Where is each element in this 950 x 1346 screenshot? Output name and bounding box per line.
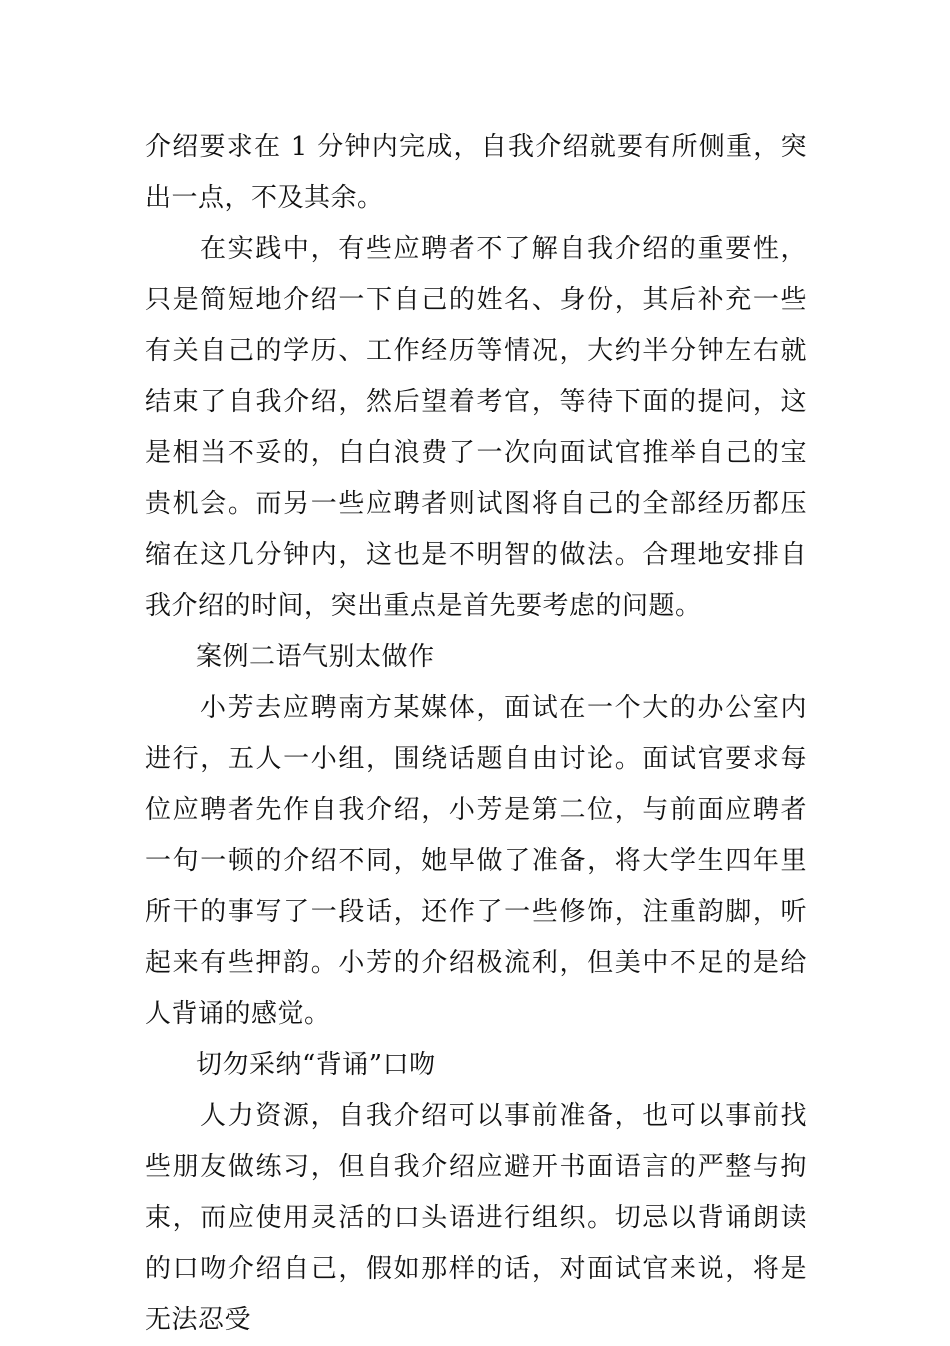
paragraph-continuation: 介绍要求在 1 分钟内完成，自我介绍就要有所侧重，突出一点，不及其余。 (145, 132, 807, 213)
case-two-heading: 案例二语气别太做作 (196, 642, 435, 672)
paragraph-practice: 在实践中，有些应聘者不了解自我介绍的重要性，只是简短地介绍一下自己的姓名、身份，其后补充一些有关自己的学历、工作经历等情况，大约半分钟左右就结束了自我介绍，然后望着考官，等待下面的提问，这是相当不妥的，白白浪费了一次向面试官推举自己的宝贵机会。而另一些应聘者则试图将自己的全部经历都压缩在这几分钟内，这也是不明智的做法。合理地安排自我介绍的时间，突出重点是首先要考虑的问题。 (145, 234, 807, 621)
no-recitation-heading: 切勿采纳“背诵”口吻 (196, 1050, 436, 1080)
document-body (145, 122, 807, 1346)
paragraph-xiaofang: 小芳去应聘南方某媒体，面试在一个大的办公室内进行，五人一小组，围绕话题自由讨论。面试官要求每位应聘者先作自我介绍，小芳是第二位，与前面应聘者一句一顿的介绍不同，她早做了准备，将大学生四年里所干的事写了一段话，还作了一些修饰，注重韵脚，听起来有些押韵。小芳的介绍极流利，但美中不足的是给人背诵的感觉。 (145, 693, 807, 1029)
paragraph-hr-advice: 人力资源，自我介绍可以事前准备，也可以事前找些朋友做练习，但自我介绍应避开书面语言的严整与拘束，而应使用灵活的口头语进行组织。切忌以背诵朗读的口吻介绍自己，假如那样的话，对面试官来说，将是无法忍受 (145, 1101, 807, 1335)
